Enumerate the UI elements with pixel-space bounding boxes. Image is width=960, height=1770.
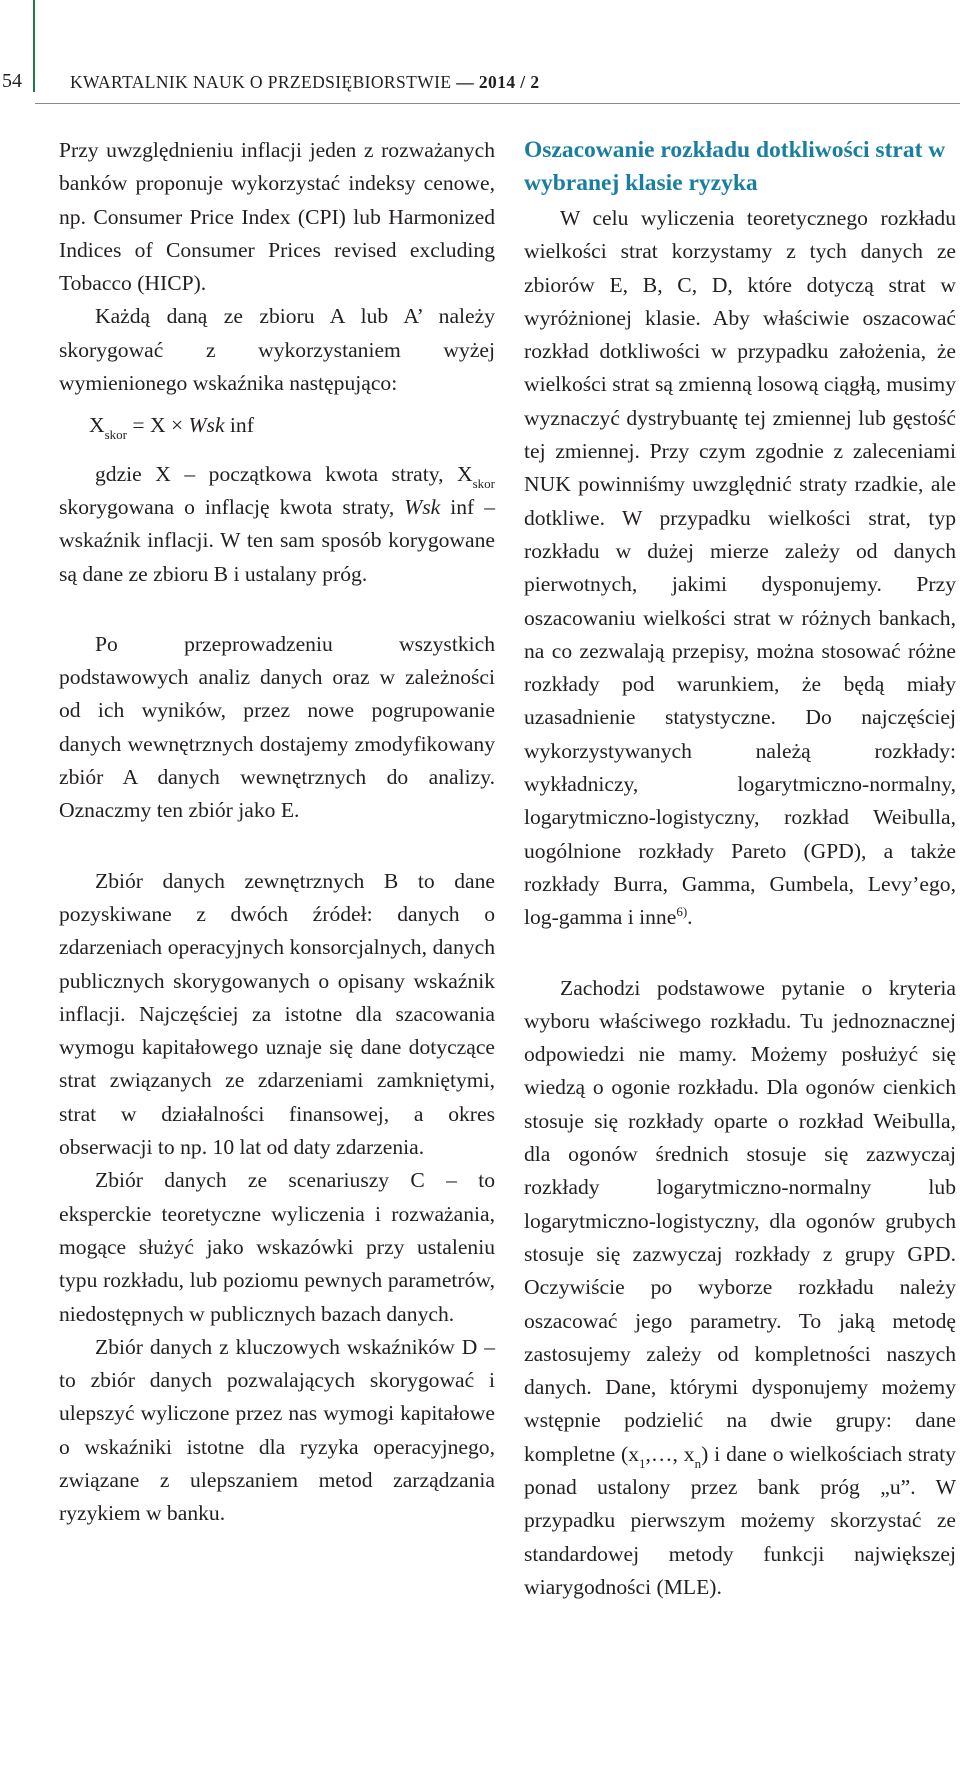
- right-column: [524, 134, 956, 1604]
- section-heading: Oszacowanie rozkładu dotkliwości strat w wybranej klasie ryzyka: [524, 137, 946, 196]
- paragraph-set-b: Zbiór danych zewnętrznych B to dane pozyskiwane z dwóch źródeł: danych o zdarzeniach operacyjnych konsorcjalnych, danych publicznych skorygowanych o opisany wskaźnik inflacji. Najczęściej za istotne dla szacowania wymogu kapitałowego uznaje się dane dotyczące strat związanych ze zdarzeniami zamkniętymi, strat w działalności finansowej, a okres obserwacji to np. 10 lat od daty zdarzenia.: [59, 868, 495, 1160]
- issue-number: — 2014 / 2: [456, 72, 540, 92]
- journal-title: KWARTALNIK NAUK O PRZEDSIĘBIORSTWIE: [70, 72, 452, 92]
- header-divider: [35, 103, 960, 104]
- paragraph-set-d: Zbiór danych z kluczowych wskaźników D – to zbiór danych pozwalających skorygować i ulepszyć wyliczone przez nas wymogi kapitałowe o wskaźniki istotne dla ryzyka operacyjnego, związane z ulepszaniem metod zarządzania ryzykiem w banku.: [59, 1334, 495, 1526]
- paragraph-set-e: Po przeprowadzeniu wszystkich podstawowych analiz danych oraz w zależności od ich wyników, przez nowe pogrupowanie danych wewnętrznych dostajemy zmodyfikowany zbiór A danych wewnętrznych do analizy. Oznaczmy ten zbiór jako E.: [59, 631, 495, 823]
- paragraph-formula-legend: gdzie X – początkowa kwota straty, $X_{skor}$ skorygowana o inflację kwota straty, Wsk inf – wskaźnik inflacji. W ten sam sposób korygowane są dane ze zbioru B i ustalany próg.: [59, 461, 495, 586]
- margin-accent-line: [33, 0, 35, 92]
- page-number: 54: [2, 70, 22, 92]
- paragraph-set-c: Zbiór danych ze scenariuszy C – to eksperckie teoretyczne wyliczenia i rozważania, mogące służyć jako wskazówki przy ustaleniu typu rozkładu, lub poziomu pewnych parametrów, niedostępnych w publicznych bazach danych.: [59, 1168, 495, 1326]
- paragraph-distribution: W celu wyliczenia teoretycznego rozkładu wielkości strat korzystamy z tych danych ze zbiorów E, B, C, D, które dotyczą strat w wyróżnionej klasie. Aby właściwie oszacować rozkład dotkliwości w przypadku założenia, że wielkości strat są zmienną losową ciągłą, musimy wyznaczyć dystrybuantę tej zmiennej lub gęstość tej zmiennej. Przy czym zgodnie z zaleceniami NUK powinniśmy uwzględnić straty rzadkie, ale dotkliwe. W przypadku wielkości strat, typ rozkładu w dużej mierze zależy od danych pierwotnych, jakimi dysponujemy. Przy oszacowaniu wielkości strat w różnych bankach, na co zezwalają przepisy, można stosować różne rozkłady pod warunkiem, że będą miały uzasadnienie statystyczne. Do najczęściej wykorzystywanych należą rozkłady: wykładniczy, logarytmiczno-normalny, logarytmiczno-logistyczny, rozkład Weibulla, uogólnione rozkłady Pareto (GPD), a także rozkłady Burra, Gamma, Gumbela, Levy’ego, log-gamma i inne$^{6)}$.: [524, 206, 956, 930]
- paragraph-inflation: Przy uwzględnieniu inflacji jeden z rozważanych banków proponuje wykorzystać indeksy cenowe, np. Consumer Price Index (CPI) lub Harmonized Indices of Consumer Prices revised excluding Tobacco (HICP).: [59, 138, 495, 296]
- running-header: [70, 72, 539, 93]
- left-column: [59, 134, 495, 1531]
- formula-x-skor: $X_{skor} = X$ × Wsk inf: [89, 413, 254, 443]
- footnote-ref: 6): [676, 904, 688, 920]
- paragraph-selection-criteria: Zachodzi podstawowe pytanie o kryteria wyboru właściwego rozkładu. Tu jednoznacznej odpowiedzi nie mamy. Możemy posłużyć się wiedzą o ogonie rozkładu. Dla ogonów cienkich stosuje się rozkłady oparte o rozkład Weibulla, dla ogonów średnich stosuje się zazwyczaj rozkłady logarytmiczno-normalny lub logarytmiczno-logistyczny, dla ogonów grubych stosuje się zazwyczaj rozkłady z grupy GPD. Oczywiście po wyborze rozkładu należy oszacować jego parametry. To jaką metodę zastosujemy zależy od kompletności naszych danych. Dane, którymi dysponujemy możemy wstępnie podzielić na dwie grupy: dane kompletne ($x_1,\dots$, $x_n$) i dane o wielkościach straty ponad ustalony przez bank próg „u”. W przypadku pierwszym możemy skorzystać ze standardowej metody funkcji największej wiarygodności (MLE).: [524, 975, 956, 1599]
- paragraph-correction: Każdą daną ze zbioru A lub A’ należy skorygować z wykorzystaniem wyżej wymienionego wskaźnika następująco:: [59, 304, 495, 396]
